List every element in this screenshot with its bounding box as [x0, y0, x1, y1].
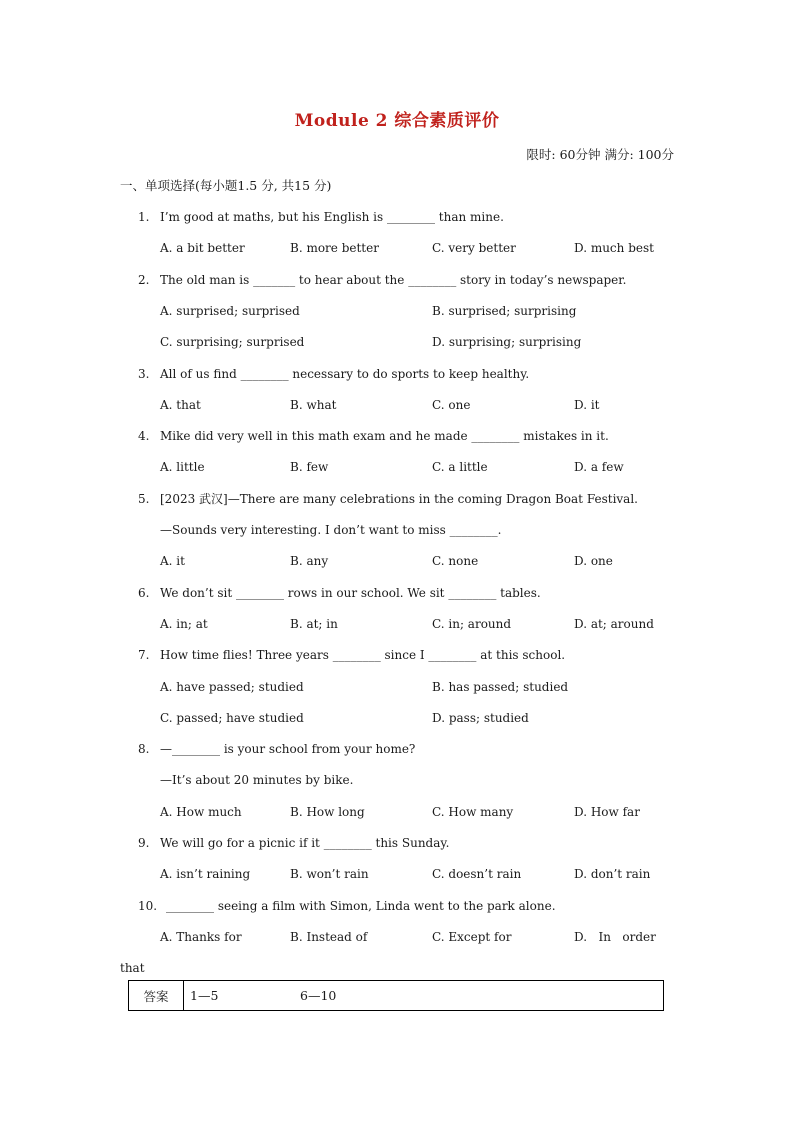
option-d: D. How far: [574, 804, 640, 819]
option-c: C. one: [432, 397, 471, 412]
option-overflow-text: that: [120, 961, 145, 976]
question-stem: ________ seeing a film with Simon, Linda went to the park alone.: [166, 898, 556, 913]
question-stem: [2023 武汉]—There are many celebrations in the coming Dragon Boat Festival.: [160, 491, 638, 506]
option-d: D. pass; studied: [432, 710, 529, 725]
option-b: B. any: [290, 554, 329, 569]
option-a: A. a bit better: [160, 241, 245, 256]
option-a: A. isn’t raining: [160, 867, 251, 882]
option-b: B. Instead of: [290, 929, 368, 944]
option-d: D. at; around: [574, 616, 654, 631]
question-stem: The old man is _______ to hear about the ________ story in today’s newspaper.: [160, 272, 627, 287]
time-limit: 限时: 60分钟 满分: 100分: [526, 147, 674, 162]
option-b: B. what: [290, 397, 337, 412]
answer-range-1-5: 1—5: [190, 988, 219, 1003]
option-a: A. surprised; surprised: [160, 303, 300, 318]
answer-table-header: 答案: [129, 981, 184, 1010]
question-stem: I’m good at maths, but his English is ________ than mine.: [160, 210, 504, 224]
question-number: 10.: [138, 898, 158, 913]
option-c: C. doesn’t rain: [432, 867, 522, 882]
option-b: B. won’t rain: [290, 867, 369, 882]
option-d: D. one: [574, 554, 613, 569]
question-stem: —It’s about 20 minutes by bike.: [160, 773, 354, 788]
option-c: C. surprising; surprised: [160, 335, 305, 350]
question-number: 7.: [138, 648, 150, 663]
option-d: D. a few: [574, 460, 624, 475]
question-stem: Mike did very well in this math exam and he made ________ mistakes in it.: [160, 429, 609, 444]
option-b: B. surprised; surprising: [432, 303, 577, 318]
question-number: 6.: [138, 585, 150, 600]
question-stem: —________ is your school from your home?: [160, 742, 416, 757]
option-a: A. little: [160, 460, 205, 475]
answer-range-6-10: 6—10: [300, 988, 337, 1003]
option-b: B. How long: [290, 804, 365, 819]
section-heading: 一、单项选择(每小题1.5 分, 共15 分): [120, 178, 332, 193]
option-d: D. In order: [574, 929, 656, 944]
option-b: B. at; in: [290, 616, 338, 631]
option-a: A. it: [160, 554, 185, 569]
question-number: 3.: [138, 366, 150, 381]
question-stem: We don’t sit ________ rows in our school. We sit ________ tables.: [160, 585, 541, 600]
question-number: 5.: [138, 491, 150, 506]
option-c: C. How many: [432, 804, 514, 819]
option-c: C. none: [432, 554, 479, 569]
option-d: D. don’t rain: [574, 867, 651, 882]
option-c: C. a little: [432, 460, 488, 475]
question-number: 9.: [138, 836, 150, 850]
question-stem: How time flies! Three years ________ since I ________ at this school.: [160, 648, 566, 663]
option-d: D. it: [574, 397, 600, 412]
option-b: B. more better: [290, 241, 379, 256]
option-c: C. very better: [432, 241, 516, 256]
answer-table-body: [184, 981, 663, 1010]
option-a: A. in; at: [160, 616, 208, 631]
option-a: A. Thanks for: [160, 929, 242, 944]
option-c: C. passed; have studied: [160, 710, 304, 725]
option-c: C. in; around: [432, 616, 512, 631]
option-d: D. much best: [574, 241, 654, 256]
page-title: Module 2 综合素质评价: [294, 111, 500, 131]
option-a: A. that: [160, 397, 201, 412]
option-b: B. few: [290, 460, 329, 475]
question-number: 2.: [138, 272, 150, 287]
question-number: 8.: [138, 742, 150, 757]
option-a: A. have passed; studied: [160, 679, 304, 694]
question-number: 4.: [138, 429, 150, 444]
question-number: 1.: [138, 210, 150, 224]
option-b: B. has passed; studied: [432, 679, 569, 694]
question-stem: All of us find ________ necessary to do sports to keep healthy.: [160, 366, 530, 381]
question-stem: We will go for a picnic if it ________ this Sunday.: [160, 836, 450, 850]
option-a: A. How much: [160, 804, 242, 819]
answer-table: [128, 980, 664, 1011]
option-c: C. Except for: [432, 929, 512, 944]
option-d: D. surprising; surprising: [432, 335, 582, 350]
question-stem: —Sounds very interesting. I don’t want to miss ________.: [160, 523, 502, 537]
